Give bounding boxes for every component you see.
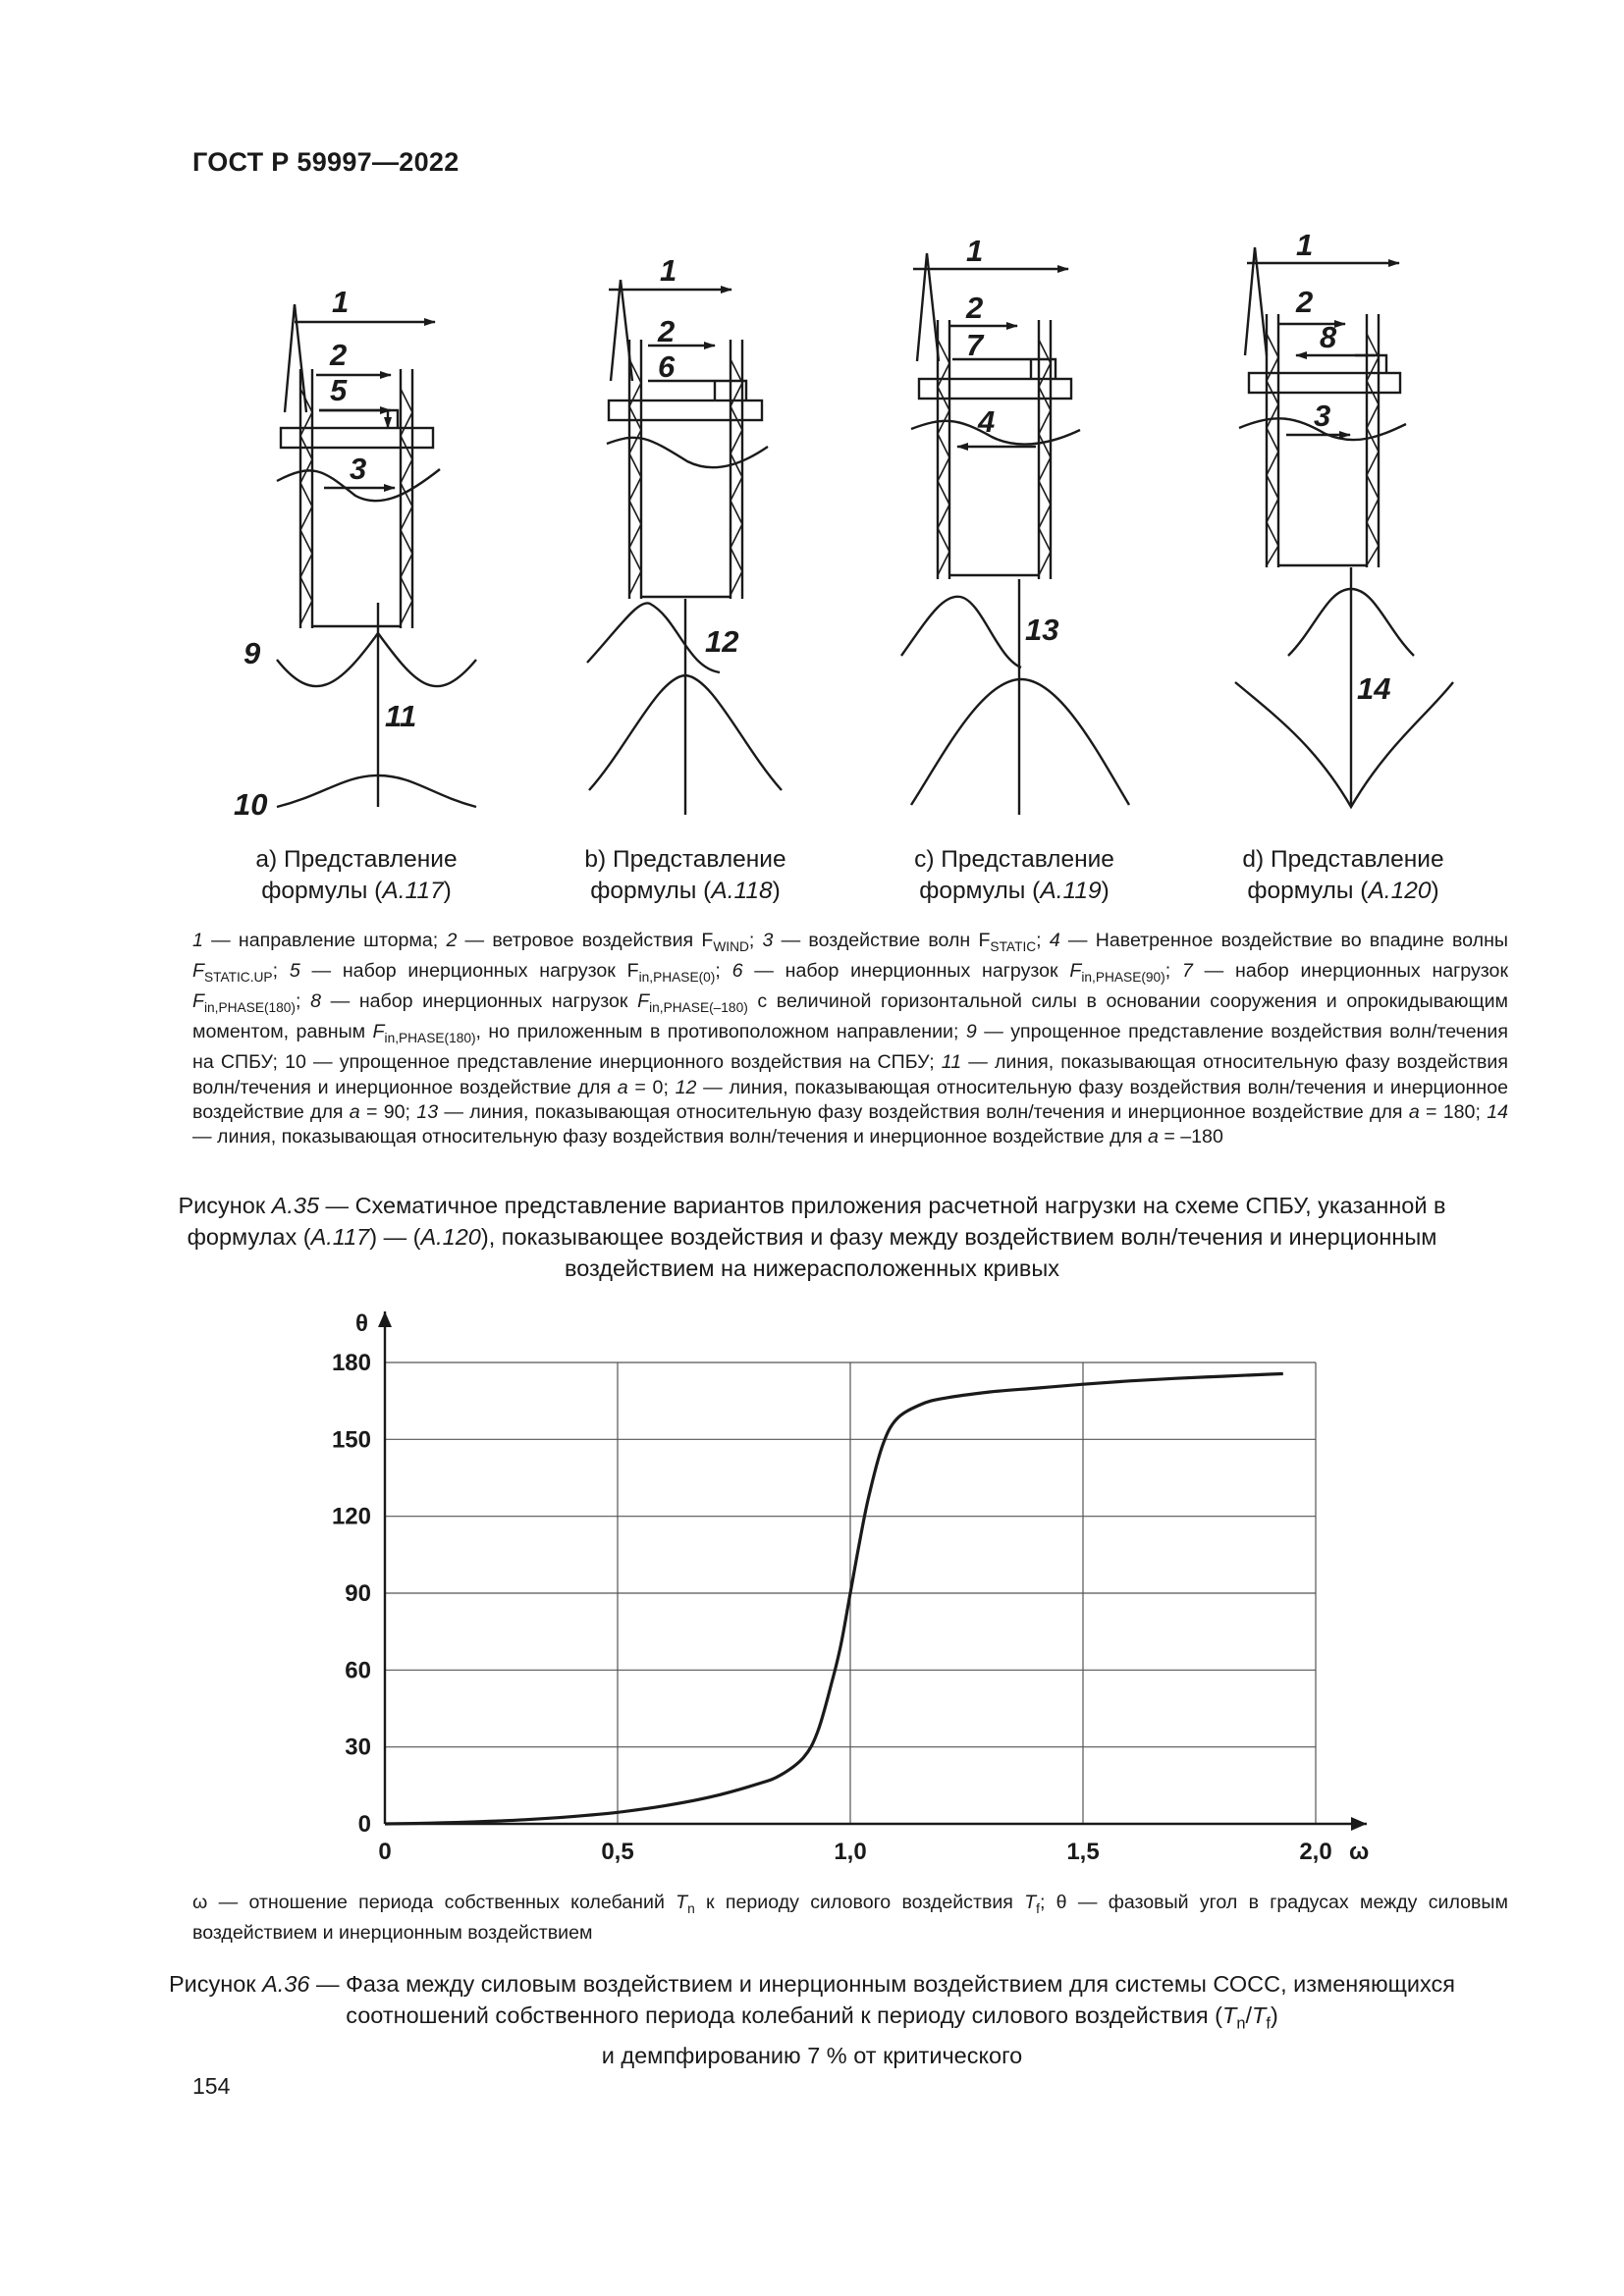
chart-y-tick-label: 90 [345,1580,371,1607]
chart-x-tick-label: 1,0 [834,1839,867,1865]
chart-x-axis-arrow [1351,1817,1367,1831]
chart-y-tick-label: 30 [345,1734,371,1761]
rig-c [901,253,1129,815]
chart-x-tick-label: 0 [378,1839,392,1865]
chart-tick-labels [332,1350,1332,1865]
subcaption-a: a) Представление формулы (A.117) [255,846,458,904]
callout-a-1: 1 [332,285,350,319]
figure-a36-chart [0,1276,1624,1885]
document-code: ГОСТ Р 59997—2022 [192,147,460,177]
chart-y-tick-label: 60 [345,1657,371,1684]
chart-x-tick-label: 2,0 [1299,1839,1332,1865]
chart-y-tick-label: 180 [331,1350,371,1376]
callout-c-13: 13 [1025,613,1059,647]
callout-d-2: 2 [1296,285,1314,319]
callout-c-4: 4 [978,404,996,439]
callout-a-9: 9 [244,636,261,670]
callout-d-1: 1 [1296,228,1314,262]
callout-c-2: 2 [966,291,984,325]
figure-a35-legend: 1 — направление шторма; 2 — ветровое воздействия $F_{WIND}$; 3 — воздействие волн $F_{STATIC}$; 4 — Наветренное воздействие во впадине волны $F_{STATIC.UP}$; 5 — набор инерционных нагрузок $F_{in,PHASE(0)}$; 6 — набор инерционных нагрузок $F_{in,PHASE(90)}$; 7 — набор инерционных нагрузок $F_{in,PHASE(180)}$; 8 — набор инерционных нагрузок $F_{in,PHASE(-180)}$ с величиной горизонтальной силы в основании сооружения и опрокидывающим моментом, равным $F_{in,PHASE(180)}$, но приложенным в противоположном направлении; 9 — упрощенное представление воздействия волн/течения на СПБУ; 10 — упрощенное представление инерционного воздействия на СПБУ; 11 — линия, показывающая относительную фазу воздействия волн/течения и инерционное воздействие для a = 0; 12 — линия, показывающая относительную фазу воздействия волн/течения и инерционное воздействие для a = 90; 13 — линия, показывающая относительную фазу воздействия волн/течения и инерционное воздействие для a = 180; 14 — линия, показывающая относительную фазу воздействия волн/течения и инерционное воздействие для a = –180 [192,930,1509,1148]
callout-b-2: 2 [658,314,676,348]
callout-b-6: 6 [658,349,676,384]
chart-y-axis-arrow [378,1311,392,1327]
chart-x-tick-label: 1,5 [1066,1839,1100,1865]
callout-d-14: 14 [1357,671,1391,706]
subcaption-b: b) Представление формулы (A.118) [584,846,786,904]
callout-c-7: 7 [966,328,984,362]
callout-a-5: 5 [330,373,348,407]
rig-b [587,280,782,815]
chart-x-tick-label: 0,5 [601,1839,634,1865]
chart-y-axis-label: θ [355,1310,368,1337]
callout-a-10: 10 [234,787,268,822]
subcaption-d: d) Представление формулы (A.120) [1242,846,1444,904]
chart-y-tick-label: 120 [331,1503,371,1530]
figure-a36-caption: Рисунок A.36 — Фаза между силовым воздействием и инерционным воздействием для системы СОСС, изменяющихся соотношений собственного периода колебаний к периоду силового воздействия $(T_n/T_f)$ и демпфированию 7 % от критического [168,1971,1456,2068]
page-number: 154 [192,2073,231,2099]
rig-a [277,304,476,807]
callout-a-11: 11 [385,699,417,733]
callout-c-1: 1 [966,234,984,268]
subcaption-c: c) Представление формулы (A.119) [914,846,1114,904]
chart-y-tick-label: 150 [331,1426,371,1454]
callouts [234,228,1390,822]
figure-a35-caption: Рисунок A.35 — Схематичное представление вариантов приложения расчетной нагрузки на схеме СПБУ, указанной в формулах (A.117) — (A.120), показывающее воздействия и фазу между воздействием волн/течения и инерционным воздействием на нижерасположенных кривых [178,1193,1446,1281]
callout-a-3: 3 [350,452,367,486]
figure-a35-drawing [0,0,1624,864]
callout-d-8: 8 [1320,320,1337,354]
chart-x-axis-label: ω [1349,1839,1370,1865]
chart-y-tick-label: 0 [357,1811,371,1838]
chart-axes [378,1311,1367,1831]
rig-d [1235,247,1453,807]
callout-d-3: 3 [1314,399,1331,433]
callout-a-2: 2 [330,338,348,372]
chart-series-line [385,1374,1283,1825]
callout-b-1: 1 [660,253,677,288]
callout-b-12: 12 [705,624,739,659]
figure-a36-note: ω — отношение периода собственных колебаний $T_n$ к периоду силового воздействия $T_f$; θ — фазовый угол в градусах между силовым воздействием и инерционным воздействием [192,1892,1508,1945]
